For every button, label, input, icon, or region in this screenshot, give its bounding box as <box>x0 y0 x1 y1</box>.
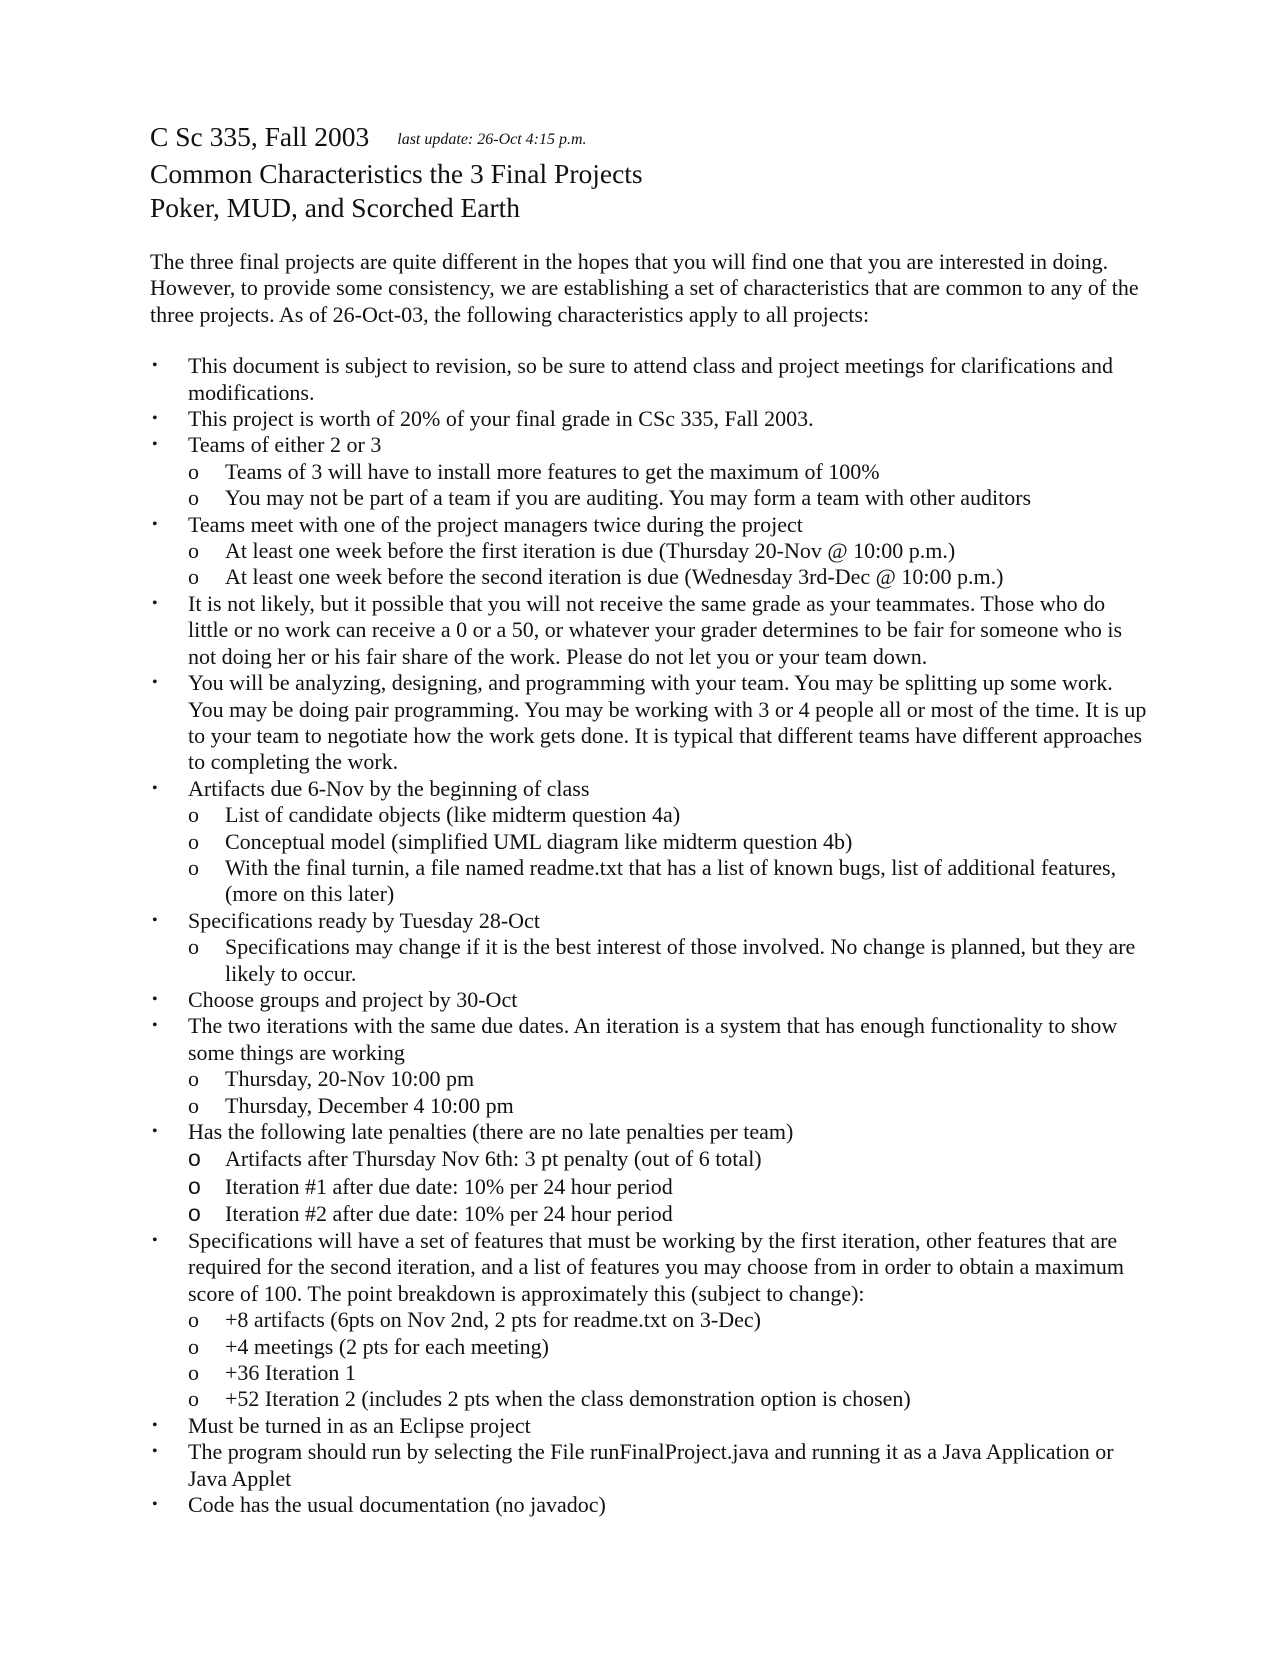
sub-list-item-text: Iteration #2 after due date: 10% per 24 hour period <box>225 1201 673 1227</box>
bullet-icon: • <box>152 1443 158 1461</box>
bullet-icon: • <box>152 594 158 612</box>
sub-list-item-text: +36 Iteration 1 <box>225 1359 356 1385</box>
sub-list-item <box>188 1093 1150 1119</box>
sub-bullet-icon: o <box>188 828 199 854</box>
bullet-icon: • <box>152 1017 158 1035</box>
intro-paragraph: The three final projects are quite different in the hopes that you will find one that you are interested in doing. However, to provide some consistency, we are establishing a set of characteristics that are common to any of the three projects. As of 26-Oct-03, the following characteristics apply to all projects: <box>150 249 1139 327</box>
sub-bullet-icon: o <box>188 1200 201 1227</box>
sub-list-item-text: Conceptual model (simplified UML diagram like midterm question 4b) <box>225 828 853 854</box>
sub-bullet-icon: o <box>188 1172 201 1199</box>
sub-list-item-text: +52 Iteration 2 (includes 2 pts when the class demonstration option is chosen) <box>225 1386 911 1412</box>
sub-bullet-icon: o <box>188 1092 199 1118</box>
sub-list-item-text: List of candidate objects (like midterm question 4a) <box>225 802 681 828</box>
sub-list-item <box>188 802 1150 828</box>
sub-list-item <box>188 855 1150 908</box>
sub-list-item-text: Artifacts after Thursday Nov 6th: 3 pt penalty (out of 6 total) <box>225 1146 762 1172</box>
sub-bullet-icon: o <box>188 1066 199 1092</box>
list-item-text: Code has the usual documentation (no javadoc) <box>188 1491 606 1517</box>
sub-bullet-icon: o <box>188 1307 199 1333</box>
bullet-icon: • <box>152 357 158 375</box>
list-item-text: Must be turned in as an Eclipse project <box>188 1412 531 1438</box>
bullet-icon: • <box>152 436 158 454</box>
list-item <box>150 591 1150 670</box>
sub-list-item <box>188 1360 1150 1386</box>
sub-list-item-text: At least one week before the second iteration is due (Wednesday 3rd-Dec @ 10:00 p.m.) <box>225 564 1004 590</box>
sub-list <box>188 1307 1150 1413</box>
bullet-icon: • <box>152 990 158 1008</box>
last-update-note: last update: 26-Oct 4:15 p.m. <box>397 131 587 148</box>
sub-list <box>188 934 1150 987</box>
list-item-text: Specifications will have a set of features that must be working by the first iteration, other features that are required for the second iteration, and a list of features you may choose from in order to obtain a maximum score of 100. The point breakdown is approximately this (subject to change): <box>188 1227 1124 1306</box>
bullet-icon: • <box>152 674 158 692</box>
list-item-text: You will be analyzing, designing, and programming with your team. You may be splitting up some work. You may be doing pair programming. You may be working with 3 or 4 people all or most of the time. It is up to your team to negotiate how the work gets done. It is typical that different teams have different approaches to completing the work. <box>188 670 1147 775</box>
sub-list-item-text: Thursday, December 4 10:00 pm <box>225 1092 514 1118</box>
list-item-text: This project is worth of 20% of your final grade in CSc 335, Fall 2003. <box>188 406 814 432</box>
sub-list-item-text: +4 meetings (2 pts for each meeting) <box>225 1333 549 1359</box>
bullet-icon: • <box>152 1416 158 1434</box>
sub-list-item <box>188 829 1150 855</box>
sub-list-item-text: Thursday, 20-Nov 10:00 pm <box>225 1066 475 1092</box>
sub-bullet-icon: o <box>188 1145 201 1172</box>
sub-list-item-text: +8 artifacts (6pts on Nov 2nd, 2 pts for readme.txt on 3-Dec) <box>225 1307 761 1333</box>
sub-list-item-text: Teams of 3 will have to install more features to get the maximum of 100% <box>225 458 880 484</box>
sub-bullet-icon: o <box>188 1333 199 1359</box>
sub-list-item <box>188 459 1150 485</box>
bullet-icon: • <box>152 410 158 428</box>
sub-list <box>188 1066 1150 1119</box>
list-item-text: Artifacts due 6-Nov by the beginning of class <box>188 775 590 801</box>
list-item <box>150 1439 1150 1492</box>
list-item <box>150 353 1150 406</box>
list-item <box>150 1119 1150 1228</box>
sub-list-item <box>188 1145 1150 1173</box>
sub-bullet-icon: o <box>188 1386 199 1412</box>
sub-list-item-text: With the final turnin, a file named readme.txt that has a list of known bugs, list of additional features, (more on this later) <box>225 854 1117 907</box>
sub-bullet-icon: o <box>188 934 199 960</box>
bullet-icon: • <box>152 1231 158 1249</box>
bullet-icon: • <box>152 779 158 797</box>
sub-list-item-text: At least one week before the first iteration is due (Thursday 20-Nov @ 10:00 p.m.) <box>225 538 956 564</box>
sub-list <box>188 1145 1150 1228</box>
list-item <box>150 1413 1150 1439</box>
list-item-text: Specifications ready by Tuesday 28-Oct <box>188 907 540 933</box>
sub-bullet-icon: o <box>188 458 199 484</box>
sub-list-item-text: Iteration #1 after due date: 10% per 24 hour period <box>225 1173 673 1199</box>
list-item <box>150 1228 1150 1413</box>
list-item-text: Choose groups and project by 30-Oct <box>188 986 518 1012</box>
sub-bullet-icon: o <box>188 564 199 590</box>
sub-bullet-icon: o <box>188 538 199 564</box>
sub-list <box>188 459 1150 512</box>
sub-list-item <box>188 934 1150 987</box>
document-title: Common Characteristics the 3 Final Projects <box>150 158 643 189</box>
sub-list <box>188 538 1150 591</box>
list-item-text: It is not likely, but it possible that you will not receive the same grade as your teammates. Those who do little or no work can receive a 0 or a 50, or whatever your grader determines to be fair for someone who is not doing her or his fair share of the work. Please do not let you or your team down. <box>188 590 1123 669</box>
sub-list-item <box>188 1173 1150 1201</box>
sub-list-item <box>188 1307 1150 1333</box>
course-heading <box>150 120 1180 157</box>
list-item <box>150 908 1150 987</box>
list-item <box>150 1492 1150 1518</box>
sub-list-item <box>188 538 1150 564</box>
list-item-text: Teams of either 2 or 3 <box>188 432 382 458</box>
list-item-text: Has the following late penalties (there are no late penalties per team) <box>188 1119 794 1144</box>
document-subtitle: Poker, MUD, and Scorched Earth <box>150 192 521 223</box>
list-item-text: Teams meet with one of the project managers twice during the project <box>188 511 803 537</box>
list-item <box>150 776 1150 908</box>
sub-bullet-icon: o <box>188 802 199 828</box>
list-item <box>150 512 1150 591</box>
sub-list-item <box>188 1334 1150 1360</box>
list-item-text: This document is subject to revision, so be sure to attend class and project meetings for clarifications and modifications. <box>188 353 1113 405</box>
list-item <box>150 406 1150 432</box>
list-item-text: The program should run by selecting the File runFinalProject.java and running it as a Java Application or Java Applet <box>188 1439 1114 1491</box>
sub-list-item <box>188 1386 1150 1412</box>
list-item <box>150 432 1150 511</box>
list-item-text: The two iterations with the same due dates. An iteration is a system that has enough functionality to show some things are working <box>188 1013 1118 1065</box>
sub-list <box>188 802 1150 908</box>
bullet-icon: • <box>152 911 158 929</box>
sub-bullet-icon: o <box>188 854 199 880</box>
course-title: C Sc 335, Fall 2003 <box>150 121 370 152</box>
sub-list-item-text: Specifications may change if it is the best interest of those involved. No change is planned, but they are likely to occur. <box>225 934 1136 986</box>
list-item <box>150 987 1150 1013</box>
sub-list-item <box>188 1066 1150 1092</box>
sub-bullet-icon: o <box>188 1359 199 1385</box>
sub-list-item <box>188 564 1150 590</box>
bullet-icon: • <box>152 515 158 533</box>
bullet-icon: • <box>152 1123 158 1140</box>
list-item <box>150 1013 1150 1119</box>
sub-bullet-icon: o <box>188 485 199 511</box>
characteristics-list <box>150 353 1180 1518</box>
sub-list-item-text: You may not be part of a team if you are auditing. You may form a team with other auditors <box>225 485 1032 511</box>
bullet-icon: • <box>152 1495 158 1513</box>
sub-list-item <box>188 1200 1150 1228</box>
list-item <box>150 670 1150 776</box>
sub-list-item <box>188 485 1150 511</box>
